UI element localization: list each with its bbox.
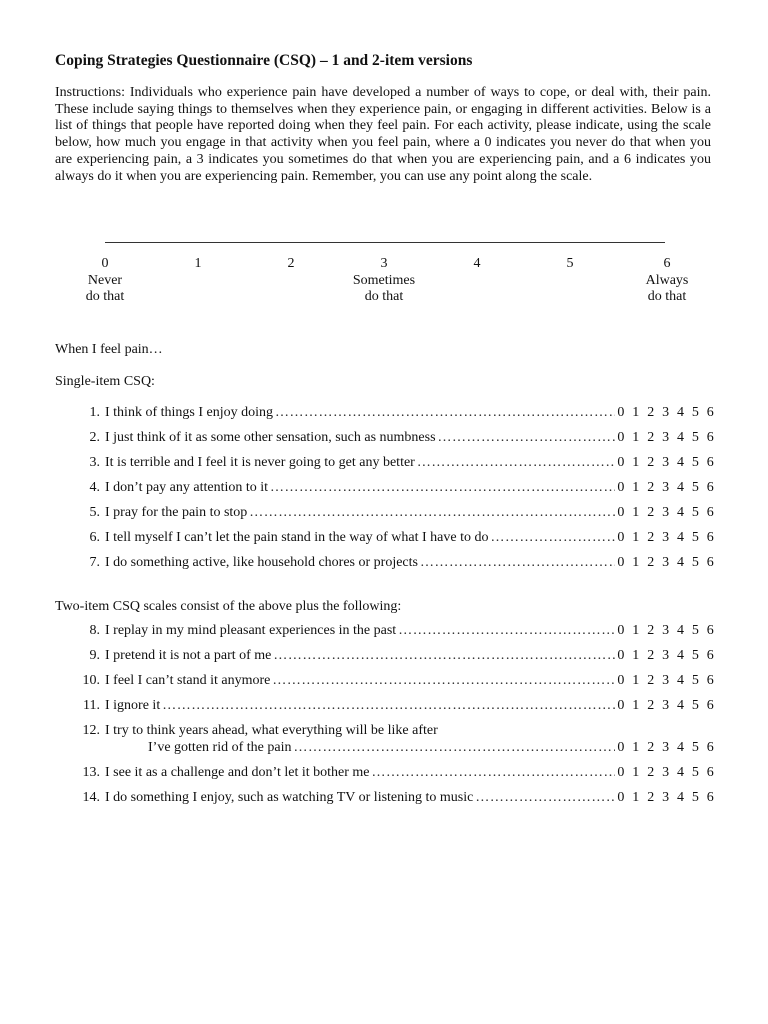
scale-value: 2 (287, 256, 295, 271)
response-options[interactable]: 0 1 2 3 4 5 6 (617, 790, 714, 805)
scale-label: do that (647, 289, 687, 304)
item-number: 2. (89, 430, 100, 445)
response-options[interactable]: 0 1 2 3 4 5 6 (617, 698, 714, 713)
single-item-list (79, 404, 714, 579)
response-options[interactable]: 0 1 2 3 4 5 6 (617, 430, 714, 445)
leader-dots (293, 739, 615, 756)
item-text: I try to think years ahead, what everything will be like after (105, 723, 438, 738)
item-number: 9. (89, 648, 100, 663)
single-item-heading: Single-item CSQ: (55, 374, 155, 389)
question-item (79, 764, 714, 789)
item-number: 7. (89, 555, 100, 570)
item-text-continued: I’ve gotten rid of the pain (148, 740, 292, 755)
leader-dots (249, 504, 615, 521)
question-item (79, 454, 714, 479)
lead-in-text: When I feel pain… (55, 342, 163, 357)
leader-dots (273, 647, 615, 664)
item-number: 5. (89, 505, 100, 520)
scale-value: 3 (380, 256, 388, 271)
response-options[interactable]: 0 1 2 3 4 5 6 (617, 505, 714, 520)
question-item (79, 479, 714, 504)
question-item (79, 504, 714, 529)
item-text: I ignore it (105, 698, 161, 713)
question-item (79, 404, 714, 429)
item-number: 10. (82, 673, 100, 688)
item-text: I pretend it is not a part of me (105, 648, 272, 663)
leader-dots (270, 479, 615, 496)
scale-value: 0 (101, 256, 109, 271)
response-options[interactable]: 0 1 2 3 4 5 6 (617, 673, 714, 688)
question-item (79, 554, 714, 579)
response-options[interactable]: 0 1 2 3 4 5 6 (617, 648, 714, 663)
leader-dots (417, 454, 616, 471)
item-number: 8. (89, 623, 100, 638)
scale-label: do that (85, 289, 125, 304)
item-number: 4. (89, 480, 100, 495)
leader-dots (272, 672, 615, 689)
leader-dots (490, 529, 615, 546)
two-item-list (79, 622, 714, 814)
scale-point-6 (627, 256, 707, 306)
item-text: I replay in my mind pleasant experiences in the past (105, 623, 397, 638)
item-text: I do something I enjoy, such as watching TV or listening to music (105, 790, 474, 805)
question-item (79, 789, 714, 814)
response-options[interactable]: 0 1 2 3 4 5 6 (617, 480, 714, 495)
response-options[interactable]: 0 1 2 3 4 5 6 (617, 765, 714, 780)
scale-point-5 (530, 256, 610, 273)
item-text: I don’t pay any attention to it (105, 480, 269, 495)
response-options[interactable]: 0 1 2 3 4 5 6 (617, 740, 714, 755)
item-text: I see it as a challenge and don’t let it bother me (105, 765, 370, 780)
scale-point-3 (344, 256, 424, 306)
question-item (79, 429, 714, 454)
leader-dots (420, 554, 615, 571)
leader-dots (162, 697, 615, 714)
question-item (79, 672, 714, 697)
scale-value: 4 (473, 256, 481, 271)
item-number: 6. (89, 530, 100, 545)
response-options[interactable]: 0 1 2 3 4 5 6 (617, 555, 714, 570)
item-text: I just think of it as some other sensation, such as numbness (105, 430, 436, 445)
question-item (79, 622, 714, 647)
item-number: 13. (82, 765, 100, 780)
scale-point-1 (158, 256, 238, 273)
leader-dots (438, 429, 616, 446)
question-item (79, 722, 714, 764)
item-text: I pray for the pain to stop (105, 505, 248, 520)
two-item-heading: Two-item CSQ scales consist of the above plus the following: (55, 599, 402, 614)
leader-dots (275, 404, 615, 421)
leader-dots (475, 789, 615, 806)
document-title: Coping Strategies Questionnaire (CSQ) – 1 and 2-item versions (55, 52, 473, 69)
item-text: It is terrible and I feel it is never going to get any better (105, 455, 415, 470)
scale-point-4 (437, 256, 517, 273)
question-item (79, 697, 714, 722)
question-item (79, 529, 714, 554)
instructions-paragraph: Instructions: Individuals who experience pain have developed a number of ways to cope, or deal with, their pain. These include saying things to themselves when they experience pain, or engaging in different activities. Below is a list of things that people have reported doing when they feel pain. For each activity, please indicate, using the scale below, how much you engage in that activity when you feel pain, where a 0 indicates you never do that when you are experiencing pain, a 3 indicates you sometimes do that when you are experiencing pain, and a 6 indicates you always do it when you are experiencing pain. Remember, you can use any point along the scale. (55, 85, 711, 184)
scale-value: 1 (194, 256, 202, 271)
scale-point-2 (251, 256, 331, 273)
item-number: 11. (83, 698, 100, 713)
scale-label: Never (87, 272, 123, 288)
item-text: I think of things I enjoy doing (105, 405, 273, 420)
item-number: 3. (89, 455, 100, 470)
questionnaire-page (55, 52, 715, 805)
item-text: I tell myself I can’t let the pain stand in the way of what I have to do (105, 530, 489, 545)
scale-label: Sometimes (352, 272, 416, 288)
scale-label: Always (645, 272, 689, 288)
rating-scale (85, 242, 689, 322)
response-options[interactable]: 0 1 2 3 4 5 6 (617, 405, 714, 420)
response-options[interactable]: 0 1 2 3 4 5 6 (617, 455, 714, 470)
response-options[interactable]: 0 1 2 3 4 5 6 (617, 623, 714, 638)
item-text: I do something active, like household chores or projects (105, 555, 418, 570)
item-number: 12. (82, 723, 100, 738)
item-number: 14. (82, 790, 100, 805)
scale-line (105, 242, 665, 243)
scale-point-0 (65, 256, 145, 306)
item-number: 1. (89, 405, 100, 420)
scale-value: 6 (663, 256, 671, 271)
scale-value: 5 (566, 256, 574, 271)
leader-dots (371, 764, 615, 781)
response-options[interactable]: 0 1 2 3 4 5 6 (617, 530, 714, 545)
item-text: I feel I can’t stand it anymore (105, 673, 271, 688)
scale-label: do that (364, 289, 404, 304)
question-item (79, 647, 714, 672)
leader-dots (398, 622, 615, 639)
